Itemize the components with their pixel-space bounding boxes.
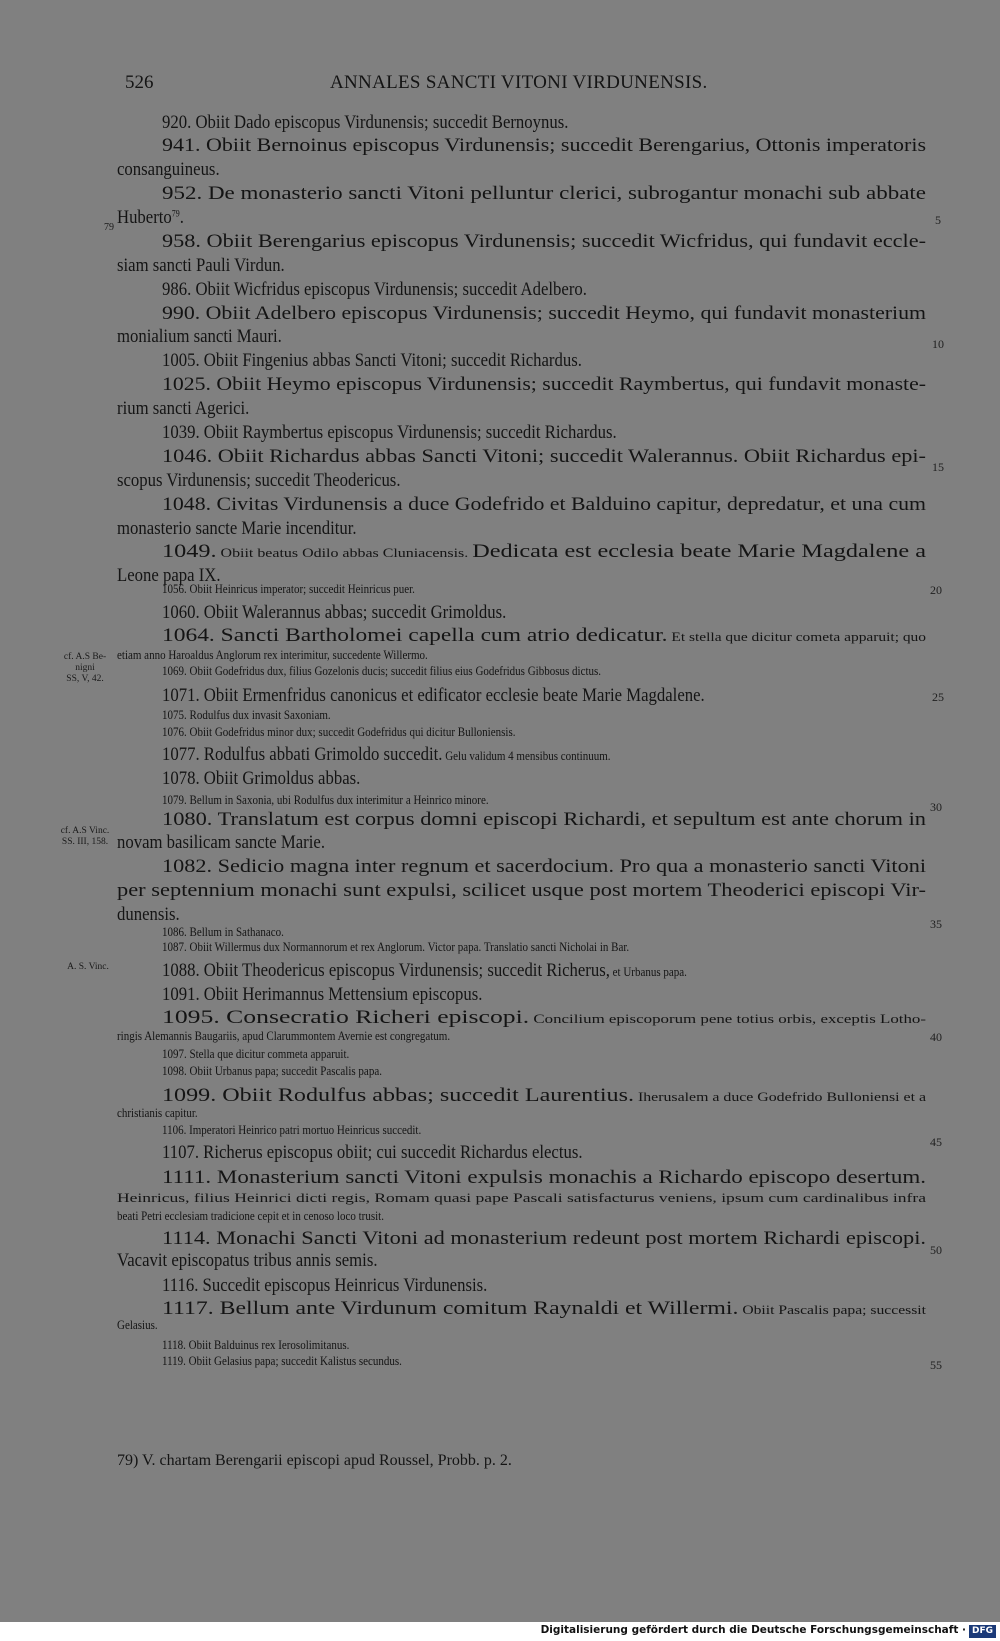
line-number: 25 [932,690,944,704]
annal-text: 1097. Stella que dicitur commeta apparuit. [162,1047,350,1061]
annal-line [117,326,282,348]
annal-text: dunensis. [117,904,180,925]
annal-line [117,880,926,902]
annal-line [162,1045,349,1063]
annal-line [162,1007,926,1029]
annal-text: 1117. Bellum ante Virdunum comitum Raynaldi et Willermi. [162,1298,739,1319]
annal-text: 990. Obiit Adelbero episcopus Virdunensis; succedit Heymo, qui fundavit monasterium [162,303,926,324]
annal-small-text: Gelu validum 4 mensibus continuum. [442,749,611,763]
annal-text: etiam anno Haroaldus Anglorum rex interimitur, succedente Willermo. [117,648,428,662]
annal-line [162,580,415,598]
annal-text: 941. Obiit Bernoinus episcopus Virdunensis; succedit Berengarius, Ottonis imperatoris [162,135,926,156]
annal-text: rium sancti Agerici. [117,398,250,419]
line-number: 20 [930,583,942,597]
side-note-vinc-2: A. S. Vinc. [67,962,109,972]
annal-line [162,768,360,790]
annal-text: beati Petri ecclesiam tradicione cepit et in cenoso loco trusit. [117,1209,384,1223]
annal-line [162,183,926,205]
annal-text: 1114. Monachi Sancti Vitoni ad monasterium redeunt post mortem Richardi episcopi. [162,1228,927,1249]
annal-line [162,602,506,624]
annal-text: 1082. Sedicio magna inter regnum et sacerdocium. Pro qua a monasterio sancti Vitoni [162,856,926,877]
annal-small-text: Et stella que dicitur cometa apparuit; quo [667,630,927,644]
annal-text: 1116. Succedit episcopus Heinricus Virdunensis. [162,1275,488,1296]
annal-line [162,135,926,157]
annal-text: 1088. Obiit Theodericus episcopus Virdunensis; succedit Richerus, [162,960,610,981]
annal-text: 1119. Obiit Gelasius papa; succedit Kalistus secundus. [162,1354,402,1368]
annal-text: 1086. Bellum in Sathanaco. [162,925,284,939]
annal-text: Huberto [117,207,172,228]
annal-text: 1048. Civitas Virdunensis a duce Godefrido et Balduino capitur, depredatur, et una cum [162,494,927,515]
line-number: 40 [930,1030,942,1044]
footnote-reference[interactable]: 79 [171,208,180,219]
annal-text: 1069. Obiit Godefridus dux, filius Gozelonis ducis; succedit filius eius Godefridus Gibbosus dictus. [162,664,602,678]
side-note-vinc: cf. A.S Vinc. SS. III, 158. [60,826,110,847]
annal-text: 1079. Bellum in Saxonia, ubi Rodulfus dux interimitur a Heinrico minore. [162,793,489,807]
annal-small-text: Iherusalem a duce Godefrido Bulloniensi et a [634,1090,926,1104]
line-number: 50 [930,1243,942,1257]
annal-line [162,446,926,468]
annal-line [162,791,489,809]
annal-line [162,494,926,516]
running-title: ANNALES SANCTI VITONI VIRDUNENSIS. [330,72,708,93]
annal-text: 1106. Imperatori Heinrico patri mortuo Heinricus succedit. [162,1123,422,1137]
annal-line [162,1298,926,1320]
annal-text: 958. Obiit Berengarius episcopus Virdunensis; succedit Wicfridus, qui fundavit eccle- [162,231,926,252]
annal-line [162,279,587,301]
annal-line [117,1027,450,1045]
annal-text: 952. De monasterio sancti Vitoni pelluntur clerici, subrogantur monachi sub abbate [162,183,926,204]
annal-line [117,832,325,854]
footnote-marker-margin: 79 [104,222,114,233]
annal-small-text: et Urbanus papa. [609,965,687,979]
annal-text: 1098. Obiit Urbanus papa; succedit Pascalis papa. [162,1064,382,1078]
annal-text: 1107. Richerus episcopus obiit; cui succedit Richardus electus. [162,1142,583,1163]
annal-text-continued: Dedicata est ecclesia beate Marie Magdalene a [472,541,926,562]
annal-text: 1025. Obiit Heymo episcopus Virdunensis; succedit Raymbertus, qui fundavit monaste- [162,374,926,395]
annal-line [162,1121,421,1139]
annal-text: 986. Obiit Wicfridus episcopus Virdunensis; succedit Adelbero. [162,279,587,300]
annal-line [162,1167,926,1189]
dfg-credit: Digitalisierung gefördert durch die Deutsche Forschungsgemeinschaft · [540,1624,966,1636]
annal-line [162,856,926,878]
annal-line [162,1085,926,1107]
annal-text: 1111. Monasterium sancti Vitoni expulsis monachis a Richardo episcopo desertum. [162,1167,926,1188]
annal-line [162,1352,402,1370]
annal-line [162,350,582,372]
annal-line [162,112,568,134]
annal-line [162,706,331,724]
annal-text: Leone papa IX. [117,565,221,586]
annal-line [162,303,926,325]
page-number: 526 [125,72,154,93]
annal-line [162,960,687,982]
line-number: 30 [930,800,942,814]
annal-text: 1056. Obiit Heinricus imperator; succedit Heinricus puer. [162,582,415,596]
annal-line [117,518,357,540]
annal-text: novam basilicam sancte Marie. [117,832,325,853]
annal-text: monasterio sancte Marie incenditur. [117,518,357,539]
annal-text: 920. Obiit Dado episcopus Virdunensis; succedit Bernoynus. [162,112,569,133]
annal-line [162,938,629,956]
annal-small-text: Concilium episcoporum pene totius orbis, exceptis Lotho- [529,1012,926,1026]
annal-line [162,541,926,563]
annal-text: scopus Virdunensis; succedit Theodericus. [117,470,401,491]
annal-text: 1099. Obiit Rodulfus abbas; succedit Laurentius. [162,1085,635,1106]
annal-text: 1060. Obiit Walerannus abbas; succedit Grimoldus. [162,602,507,623]
annal-text: 1076. Obiit Godefridus minor dux; succedit Godefridus qui dicitur Bulloniensis. [162,725,516,739]
annal-line [162,231,926,253]
annal-text: 1046. Obiit Richardus abbas Sancti Vitoni; succedit Walerannus. Obiit Richardus epi- [162,446,926,467]
annal-text: Heinricus, filius Heinrici dicti regis, Romam quasi pape Pascali satisfacturus veniens, ipsum cum cardinalibus infra [117,1191,926,1205]
line-number: 55 [930,1358,942,1372]
annal-text: 1064. Sancti Bartholomei capella cum atrio dedicatur. [162,625,668,646]
annal-text: 1075. Rodulfus dux invasit Saxoniam. [162,708,331,722]
line-number: 5 [935,213,941,227]
annal-text: Vacavit episcopatus tribus annis semis. [117,1250,378,1271]
line-number: 10 [932,337,944,351]
annal-line [162,1228,926,1250]
annal-line [162,1142,583,1164]
annal-line [162,685,705,707]
annal-text: 1071. Obiit Ermenfridus canonicus et edificator ecclesie beate Marie Magdalene. [162,685,705,706]
annal-line [162,809,926,831]
annal-line [162,1275,487,1297]
annal-line [117,255,285,277]
annal-line [162,662,601,680]
annal-text: 1005. Obiit Fingenius abbas Sancti Vitoni; succedit Richardus. [162,350,582,371]
annal-line [117,1104,198,1122]
annal-small-text: Obiit beatus Odilo abbas Cluniacensis. [216,546,473,560]
annal-text: 1039. Obiit Raymbertus episcopus Virdunensis; succedit Richardus. [162,422,617,443]
annal-line [117,1189,926,1207]
annal-text: 1118. Obiit Balduinus rex Ierosolimitanus. [162,1338,350,1352]
annal-text: 1049. [162,541,217,562]
line-number: 45 [930,1135,942,1149]
annal-line [117,1250,378,1272]
annal-line [162,744,611,766]
annal-small-text: Obiit Pascalis papa; successit [738,1303,926,1317]
annal-text: christianis capitur. [117,1106,198,1120]
dfg-logo-icon[interactable]: DFG [969,1625,996,1638]
annal-line: Huberto$^{79}$. [117,207,184,228]
annal-text: 1077. Rodulfus abbati Grimoldo succedit. [162,744,443,765]
annal-text: 1095. Consecratio Richeri episcopi. [162,1007,530,1028]
annal-text: Gelasius. [117,1318,158,1332]
annal-text: siam sancti Pauli Virdun. [117,255,285,276]
annal-line [162,723,515,741]
annal-line [117,1207,384,1225]
annal-text: 1091. Obiit Herimannus Mettensium episcopus. [162,984,483,1005]
line-number: 15 [932,460,944,474]
annal-line [162,625,926,647]
annal-line [162,374,926,396]
footnote: 79) V. chartam Berengarii episcopi apud Roussel, Probb. p. 2. [117,1452,512,1469]
annal-text: 1080. Translatum est corpus domni episcopi Richardi, et sepultum est ante chorum in [162,809,926,830]
annal-text: per septennium monachi sunt expulsi, scilicet usque post mortem Theoderici episcopi Vir- [117,880,926,901]
annal-line [117,398,249,420]
annal-text: ringis Alemannis Baugariis, apud Clarummontem Avernie est congregatum. [117,1029,451,1043]
annal-line [162,984,482,1006]
annal-line [162,422,617,444]
annal-text: consanguineus. [117,159,220,180]
annal-line [117,159,220,181]
annal-text: 1087. Obiit Willermus dux Normannorum et rex Anglorum. Victor papa. Translatio sancti Nicholai in Bar. [162,940,630,954]
annal-line [162,1062,382,1080]
annal-line [117,1316,158,1334]
line-number: 35 [930,917,942,931]
side-note-benigni: cf. A.S Be- nigni SS, V, 42. [63,652,107,684]
annal-text: 1078. Obiit Grimoldus abbas. [162,768,361,789]
annal-line [117,470,400,492]
annal-text: monialium sancti Mauri. [117,326,282,347]
